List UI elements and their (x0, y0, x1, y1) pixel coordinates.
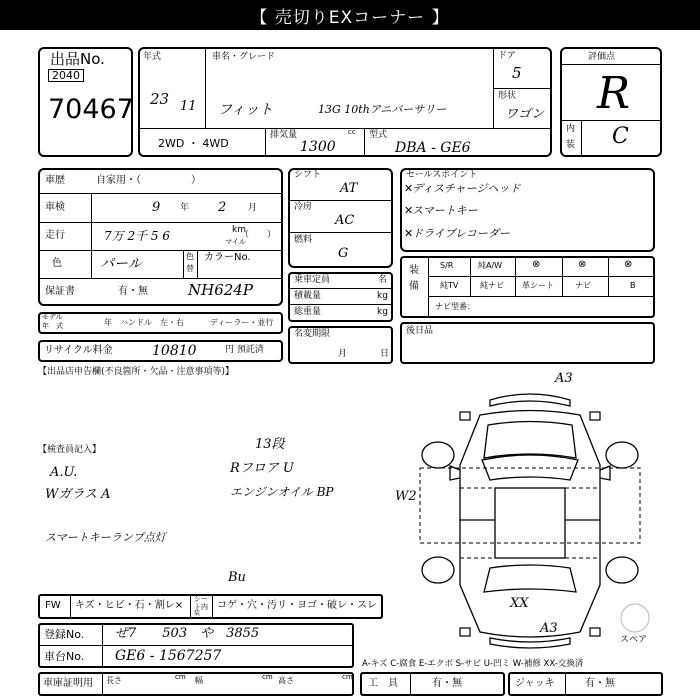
displacement-label: 排気量 (270, 130, 298, 140)
color-value: パール (100, 256, 142, 272)
score-value: R (597, 68, 631, 119)
recycle-label: リサイクル料金 (44, 345, 113, 356)
model-year-label-1: モデル (42, 313, 63, 321)
seat-label-3: 装 (194, 610, 201, 617)
note-6: エンジンオイル BP (230, 485, 334, 499)
usage-label: 車歴 (45, 175, 65, 186)
note-3: スマートキーランプ点灯 (45, 531, 166, 544)
reg-value: ぜ7 503 や 3855 (115, 626, 260, 641)
mileage-value: 7万 2千 5 6 (104, 229, 170, 243)
model-label: 型式 (369, 130, 388, 140)
mileage-paren: （ ） (240, 230, 277, 240)
navi-type-label: ナビ型番： (435, 302, 475, 311)
sales-point-1: ディスチャージヘッド (412, 182, 521, 195)
diagram-mark-side: W2 (395, 489, 417, 504)
cert-cm-3: cm (342, 673, 353, 681)
shaken-month-unit: 月 (248, 203, 258, 213)
equip-navi-2: ナビ (575, 281, 591, 290)
seat-label-2: ト内 (194, 603, 208, 611)
equip-navi: 純ナビ (480, 281, 504, 290)
doors-label: ドア (498, 51, 516, 61)
shaken-month: 2 (218, 200, 227, 215)
note-1: A.U. (50, 465, 78, 480)
remarks-label: 後日品 (406, 326, 434, 336)
load-label: 積載量 (294, 291, 322, 301)
cooling-value: AC (335, 213, 355, 228)
drive-label: 2WD ・ 4WD (158, 137, 229, 150)
diagram-mark-front: A3 (555, 371, 573, 386)
shift-value: AT (340, 181, 358, 196)
interior-label-1: 内 (566, 124, 576, 134)
lot-label: 出品No. (50, 50, 105, 68)
color-no-value: NH624P (188, 281, 253, 299)
year-value: 23 (150, 90, 170, 108)
sales-point-2: スマートキー (412, 204, 478, 217)
capacity-unit: 名 (378, 275, 388, 285)
shaken-year-unit: 年 (180, 203, 190, 213)
model-value: DBA - GE6 (395, 140, 471, 156)
gross-label: 総重量 (294, 307, 322, 317)
cert-height: 高さ (278, 676, 294, 685)
check-mark-2: ✕ (404, 204, 414, 217)
deadline-month: 月 (338, 349, 348, 359)
displacement-value: 1300 (300, 139, 336, 155)
recycle-value: 10810 (152, 343, 197, 359)
equip-icon-1: ⊗ (532, 259, 541, 270)
cert-cm-2: cm (262, 673, 273, 681)
seat-options: コゲ・穴・汚リ・ヨゴ・破レ・スレ (217, 600, 377, 611)
cooling-label: 冷房 (294, 202, 313, 212)
recycle-unit: 円 預託済 (225, 345, 264, 355)
gross-unit: kg (377, 307, 388, 317)
equip-alloy: 純A/W (478, 261, 503, 270)
car-diagram (400, 370, 660, 660)
banner-title: 【 売切りEXコーナー 】 (250, 7, 450, 28)
seller-notes-label: 【出品店申告欄(不良箇所・欠品・注意事項等)】 (38, 367, 235, 377)
equip-leather: 革シート (522, 281, 554, 290)
note-5: Rフロア U (230, 461, 294, 476)
mileage-unit-mile: マイル (225, 238, 246, 246)
equip-b: B (630, 281, 636, 290)
body-label: 形状 (498, 91, 517, 101)
chassis-label: 車台No. (44, 650, 85, 663)
cert-label: 車庫証明用 (43, 678, 93, 689)
year-label: 年式 (143, 52, 162, 62)
model-year-unit: 年 (104, 318, 112, 327)
equipment-label-2: 備 (409, 281, 419, 292)
displacement-unit: cc (348, 128, 356, 136)
equip-icon-2: ⊗ (578, 259, 587, 270)
equip-tv: 純TV (440, 281, 459, 290)
reg-label: 登録No. (44, 628, 85, 641)
grade-value: 13G 10thアニバーサリー (318, 103, 447, 116)
model-year-label-2: 年 式 (42, 322, 63, 330)
sales-point-3: ドライブレコーダー (412, 227, 510, 240)
warranty-value: 有・無 (118, 286, 148, 297)
capacity-label: 乗車定員 (294, 275, 331, 285)
spare-label: スペア (620, 635, 648, 645)
month-value: 11 (180, 99, 197, 114)
inspector-label: 【検査員記入】 (38, 445, 102, 455)
equip-icon-3: ⊗ (624, 259, 633, 270)
handle-label: ハンドル 左・右 (120, 318, 184, 327)
interior-label-2: 装 (566, 140, 576, 150)
chassis-value: GE6 - 1567257 (115, 648, 222, 664)
shift-label: シフト (294, 170, 322, 180)
diagram-mark-rear: A3 (540, 621, 558, 636)
lot-number: 70467 (48, 94, 134, 125)
fw-label: FW (45, 600, 61, 611)
fw-options: キズ・ヒビ・石・割レ× (75, 600, 184, 611)
interior-value: C (612, 124, 629, 149)
name-value: フィット (218, 102, 273, 118)
load-unit: kg (377, 291, 388, 301)
name-label: 車名・グレード (212, 52, 276, 62)
cert-cm-1: cm (175, 673, 186, 681)
equip-sr: S/R (440, 261, 454, 270)
warranty-label: 保証書 (45, 286, 75, 297)
check-mark-3: ✕ (404, 227, 414, 240)
deadline-day: 日 (380, 349, 390, 359)
cert-width: 幅 (195, 676, 203, 685)
fw-mark: Bu (228, 570, 246, 585)
sales-points-label: セールスポイント (406, 170, 478, 180)
check-mark-1: ✕ (404, 182, 414, 195)
mileage-label: 走行 (45, 230, 65, 241)
shaken-label: 車検 (45, 202, 65, 213)
legend-text: A-キズ C-腐食 E-エクボ S-サビ U-凹ミ W-補修 XX-交換済 (362, 659, 584, 669)
usage-value: 自家用・（ ） (96, 175, 201, 186)
cert-length: 長さ (106, 676, 122, 685)
shaken-year: 9 (152, 200, 161, 215)
note-2: Wガラス A (45, 487, 111, 502)
note-4: 13段 (255, 437, 285, 452)
tools-value: 有・無 (432, 678, 462, 689)
lot-sub-number: 2040 (48, 69, 84, 82)
color-no-label: カラーNo. (204, 252, 251, 263)
score-label: 評価点 (588, 52, 616, 62)
remarks-box (400, 322, 655, 364)
mileage-unit-km: km (232, 225, 246, 235)
tools-label: 工 具 (368, 678, 398, 689)
fuel-label: 燃料 (294, 235, 313, 245)
diagram-mark-xx: XX (510, 596, 529, 611)
deadline-label: 名変期限 (294, 329, 331, 339)
banner (0, 0, 700, 30)
color-change-1: 色 (186, 252, 194, 261)
dealer-label: ディーラー・並行 (210, 318, 274, 327)
body-value: ワゴン (505, 107, 545, 122)
fuel-value: G (338, 246, 349, 261)
jack-value: 有・無 (585, 678, 615, 689)
color-change-2: 替 (186, 264, 194, 273)
seat-label-1: シー (194, 595, 208, 603)
equipment-label-1: 装 (409, 265, 419, 276)
doors-value: 5 (512, 64, 522, 82)
color-label: 色 (52, 258, 62, 269)
jack-label: ジャッキ (515, 678, 555, 689)
